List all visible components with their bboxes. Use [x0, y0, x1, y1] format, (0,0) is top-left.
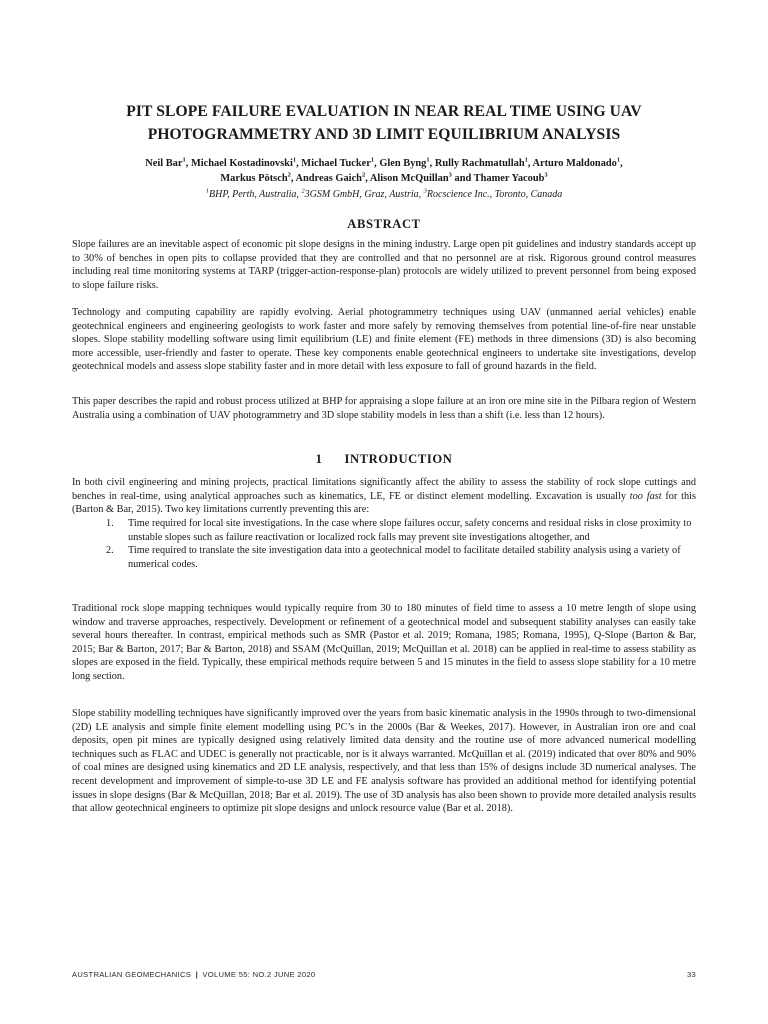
author-name: Rully Rachmatullah — [434, 158, 525, 169]
intro-p1-text-end: for this (Barton & Bar, 2015). Two key limitations currently preventing this are: — [72, 490, 696, 516]
page-number: 33 — [686, 970, 696, 979]
author-affiliation-mark: 2 — [287, 171, 291, 179]
intro-paragraph-2: Traditional rock slope mapping techniques would typically require from 30 to 180 minutes of field time to assess a 10 metre length of slope using window and traverse approaches, respectively. Development or refinement of a geotechnical model and subsequent stability analyses can easily take several hours thereafter. In contrast, empirical methods such as SMR (Pastor et al. 2019; Romana, 1985; Romana, 1995), Q-Slope (Barton & Bar, 2015; Bar & Barton, 2017; Bar & Barton, 2018) and SSAM (McQuillan, 2019; McQuillan et al. 2018) can be applied in real-time to assess stability as slopes are exposed in the field. Typically, these empirical methods require between 5 and 15 minutes in the field to assess slope stability for a 10 metre long section. — [72, 603, 696, 682]
author-affiliation-mark: 1 — [292, 156, 297, 164]
intro-paragraph-1 — [72, 476, 696, 517]
intro-p1-text: In both civil engineering and mining projects, practical limitations significantly affect the ability to assess the stability of rock slope cuttings and benches in real-time, using analytical approaches such as kinematics, LE, FE or distinct element modelling. Excavation is usually — [72, 477, 696, 502]
affiliation-mark: 2 — [301, 187, 305, 195]
paper-title: PIT SLOPE FAILURE EVALUATION IN NEAR REAL TIME USING UAV PHOTOGRAMMETRY AND 3D LIMIT EQUILIBRIUM ANALYSIS — [126, 103, 642, 143]
list-item-number: 2. — [106, 545, 114, 557]
author-name: Thamer Yacoub — [473, 173, 545, 184]
author-affiliation-mark: 1 — [370, 156, 375, 164]
author-name: Alison McQuillan — [369, 173, 449, 184]
author-affiliation-mark: 3 — [544, 171, 548, 179]
abstract-paragraph-3: This paper describes the rapid and robust process utilized at BHP for appraising a slope failure at an iron ore mine site in the Pilbara region of Western Australia using a combination of UAV photogrammetry and 3D slope stability models in less than a shift (i.e. less than 12 hours). — [72, 396, 696, 421]
author-name: Markus Pötsch — [220, 173, 288, 184]
affiliation-text: 3GSM GmbH, Graz, Austria, — [304, 189, 424, 200]
author-name: Neil Bar — [145, 158, 183, 169]
list-item-text: Time required for local site investigations. In the case where slope failures occur, safety concerns and residual risks in close proximity to unstable slopes such as failure reactivation or localized rock falls may prevent site investigations altogether, and — [128, 518, 692, 543]
abstract-paragraph-1: Slope failures are an inevitable aspect of economic pit slope designs in the mining industry. Large open pit guidelines and industry standards accept up to 30% of benches in open pits to collapse provided that they are controlled and that no personnel are at risk. Rigorous ground control measures including real time monitoring systems at TARP (trigger-action-response-plan) protocols are widely utilized to prevent personnel from being exposed to slope failure risks. — [72, 239, 696, 291]
author-list: Neil Bar$^1$, Michael Kostadinovski$^1$, Michael Tucker$^1$, Glen Byng$^1$, Rully Rachmatullah$^1$, Arturo Maldonado$^1$, Markus Pötsch$^2$, Andreas Gaich$^2$, Alison McQuillan$^3$ and Thamer Yacoub$^3$ — [145, 156, 623, 184]
intro-paragraph-3: Slope stability modelling techniques have significantly improved over the years from basic kinematic analysis in the 1990s through to two-dimensional (2D) LE analysis and simple finite element modelling using PC’s in the 2000s (Bar & Weekes, 2017). However, in Australian iron ore and coal deposits, open pit mines are typically designed using relatively limited data density and the routine use of more advanced numerical modelling techniques such as FLAC and UDEC is generally not practicable, nor is it always warranted. McQuillan et al. (2019) indicated that over 80% and 90% of coal mines are designed using kinematics and 2D LE analysis, respectively, and that less than 15% of designs include 3D numerical analyses. The recent development and improvement of simple-to-use 3D LE and FE analysis software has provided an additional method for identifying potential issues in slope designs (Bar & McQuillan, 2018; Bar et al. 2019). The use of 3D analysis has also been shown to provide more detailed analysis results that allow geotechnical engineers to optimize pit slope designs and unlock resource value (Bar et al. 2018). — [72, 708, 696, 815]
list-item — [72, 517, 696, 544]
footer-separator: | — [195, 970, 198, 979]
list-item — [72, 544, 696, 571]
list-item-text: Time required to translate the site investigation data into a geotechnical model to facilitate detailed stability analysis using a variety of numerical codes. — [128, 545, 681, 570]
footer-journal — [72, 970, 315, 979]
abstract-heading: ABSTRACT — [347, 217, 421, 231]
author-affiliation-mark: 1 — [616, 156, 621, 164]
affiliation-mark: 3 — [423, 187, 427, 195]
author-affiliation-mark: 1 — [524, 156, 528, 164]
affiliation-mark: 1 — [205, 187, 209, 195]
author-name: Michael Kostadinovski — [190, 158, 293, 169]
intro-p1-emphasis: too fast — [629, 490, 662, 502]
author-affiliation-mark: 2 — [361, 171, 366, 179]
author-name: Glen Byng — [379, 158, 427, 169]
author-name: Michael Tucker — [301, 158, 371, 169]
introduction-heading — [60, 452, 708, 467]
list-item-number: 1. — [106, 518, 114, 529]
abstract-paragraph-2: Technology and computing capability are rapidly evolving. Aerial photogrammetry techniques using UAV (unmanned aerial vehicles) enable geotechnical engineers and engineering geologists to work faster and more safely by removing themselves from potential line-of-fire near unstable slopes. Slope stability modelling software using limit equilibrium (LE) and finite element (FE) methods in three dimensions (3D) is also becoming more accessible, user-friendly and faster to operate. These key components enable geotechnical engineers to undertake site investigations, develop geotechnical models and assess slope stability faster and in more detail with less exposure to fall of ground hazards in the field. — [72, 307, 696, 373]
author-name: Arturo Maldonado — [532, 158, 617, 169]
journal-volume: VOLUME 55: NO.2 JUNE 2020 — [202, 970, 316, 979]
affiliation-text: Rocscience Inc., Toronto, Canada — [426, 189, 563, 200]
section-title: INTRODUCTION — [344, 452, 453, 466]
author-affiliation-mark: 1 — [426, 156, 430, 164]
affiliation-text: BHP, Perth, Australia, — [208, 189, 302, 200]
author-affiliation-mark: 1 — [182, 156, 186, 164]
author-affiliation-mark: 3 — [448, 171, 452, 179]
limitations-list — [72, 517, 696, 571]
journal-name: AUSTRALIAN GEOMECHANICS — [72, 970, 192, 979]
author-name: Andreas Gaich — [295, 173, 362, 184]
section-number: 1 — [315, 452, 323, 466]
affiliation-line — [60, 188, 708, 202]
